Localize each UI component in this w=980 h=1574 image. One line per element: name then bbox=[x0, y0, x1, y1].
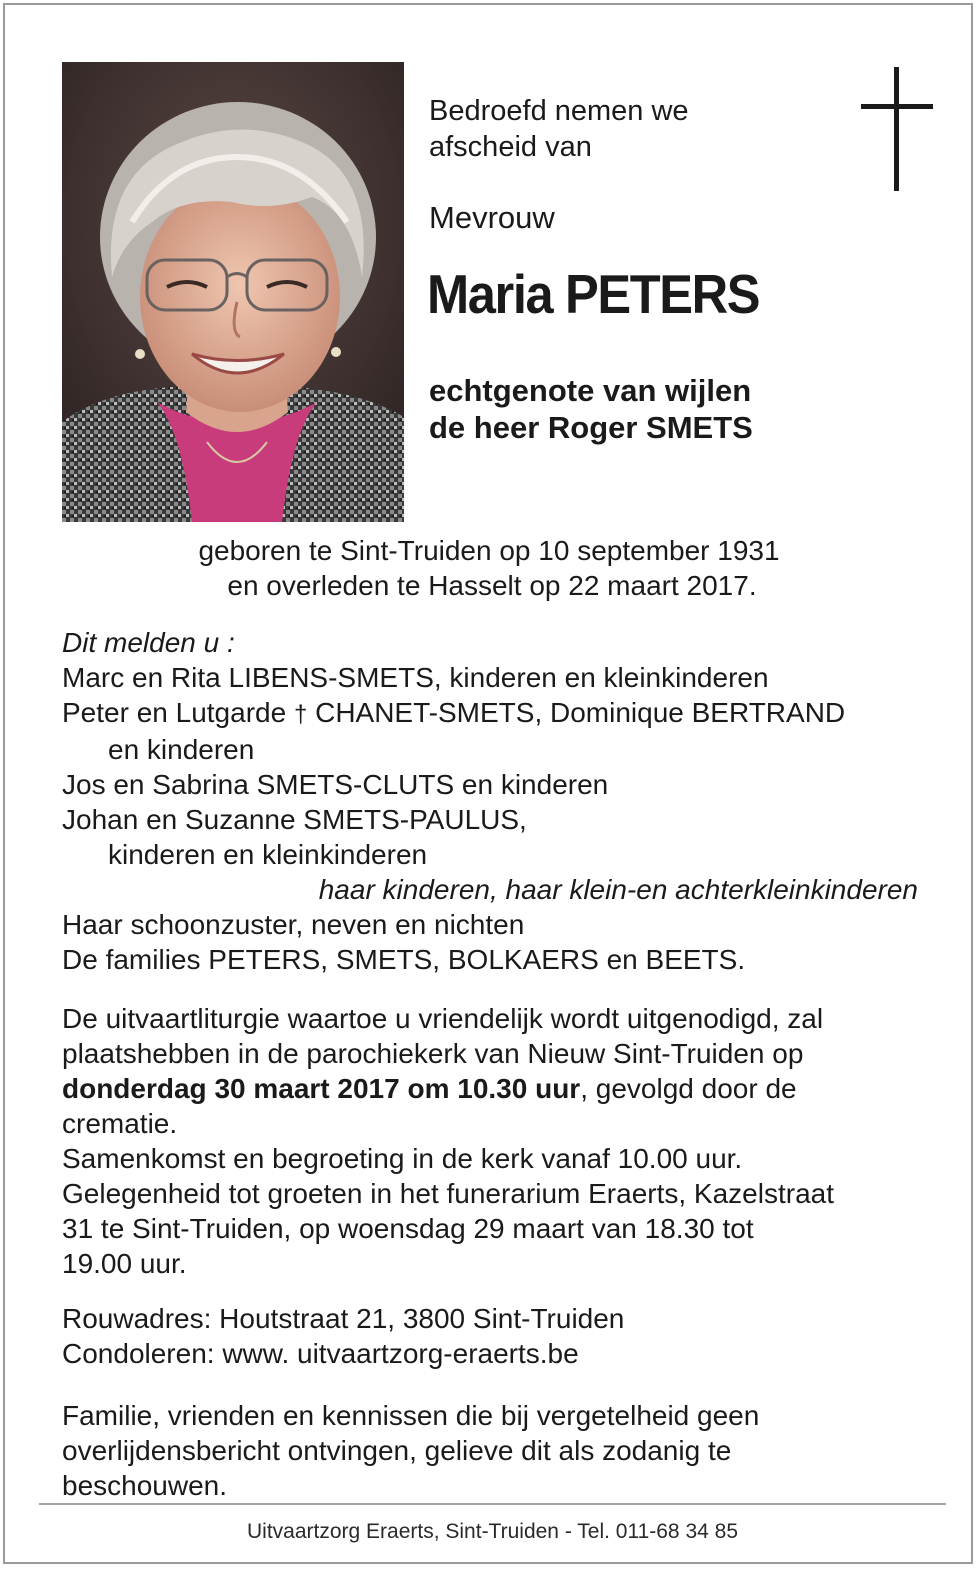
family-line: Johan en Suzanne SMETS-PAULUS, bbox=[62, 804, 527, 835]
life-dates bbox=[62, 533, 922, 603]
family-line-part: Peter en Lutgarde bbox=[62, 697, 287, 728]
family-line: Jos en Sabrina SMETS-CLUTS en kinderen bbox=[62, 769, 609, 800]
funeral-datetime: donderdag 30 maart 2017 om 10.30 uur bbox=[62, 1073, 581, 1104]
family-line: Haar schoonzuster, neven en nichten bbox=[62, 909, 525, 940]
funeral-line-part: , gevolgd door de bbox=[580, 1073, 797, 1104]
notice-line: overlijdensbericht ontvingen, gelieve dit als zodanig te bbox=[62, 1435, 732, 1466]
family-intro: Dit melden u : bbox=[62, 627, 235, 658]
funeral-line: Samenkomst en begroeting in de kerk vanaf 10.00 uur. bbox=[62, 1143, 743, 1174]
deceased-name: Maria PETERS bbox=[427, 263, 760, 325]
funeral-line: crematie. bbox=[62, 1108, 178, 1139]
spouse-line-1: echtgenote van wijlen bbox=[429, 373, 752, 408]
intro-text bbox=[429, 93, 809, 165]
funeral-details bbox=[62, 1001, 922, 1281]
family-line: kinderen en kleinkinderen bbox=[108, 839, 428, 870]
notice-text bbox=[62, 1398, 922, 1503]
funeral-line: 19.00 uur. bbox=[62, 1248, 187, 1279]
family-line-part: CHANET-SMETS, Dominique BERTRAND bbox=[315, 697, 846, 728]
mourning-address: Rouwadres: Houtstraat 21, 3800 Sint-Truiden bbox=[62, 1303, 625, 1334]
cross-icon bbox=[861, 67, 933, 191]
condolence-website[interactable]: Condoleren: www. uitvaartzorg-eraerts.be bbox=[62, 1338, 579, 1369]
intro-line-2: afscheid van bbox=[429, 131, 592, 163]
intro-line-1: Bedroefd nemen we bbox=[429, 95, 689, 127]
funeral-line bbox=[62, 1071, 922, 1106]
spouse-line-2: de heer Roger SMETS bbox=[429, 410, 753, 445]
obituary-card bbox=[3, 3, 973, 1564]
honorific: Mevrouw bbox=[429, 200, 555, 235]
address-block bbox=[62, 1301, 922, 1371]
footer-divider bbox=[39, 1503, 946, 1505]
funeral-line: 31 te Sint-Truiden, op woensdag 29 maart van 18.30 tot bbox=[62, 1213, 754, 1244]
family-list bbox=[62, 625, 932, 977]
dagger-icon: † bbox=[293, 701, 308, 728]
family-line: De families PETERS, SMETS, BOLKAERS en BEETS. bbox=[62, 944, 746, 975]
notice-line: Familie, vrienden en kennissen die bij vergetelheid geen bbox=[62, 1400, 760, 1431]
funeral-line: De uitvaartliturgie waartoe u vriendelijk wordt uitgenodigd, zal bbox=[62, 1003, 824, 1034]
funeral-line: plaatshebben in de parochiekerk van Nieuw Sint-Truiden op bbox=[62, 1038, 804, 1069]
notice-line: beschouwen. bbox=[62, 1470, 228, 1501]
family-line: Marc en Rita LIBENS-SMETS, kinderen en kleinkinderen bbox=[62, 662, 769, 693]
funeral-line: Gelegenheid tot groeten in het funerarium Eraerts, Kazelstraat bbox=[62, 1178, 834, 1209]
portrait-photo bbox=[62, 62, 404, 522]
family-line: haar kinderen, haar klein-en achterkleinkinderen bbox=[318, 874, 918, 905]
spouse-info bbox=[429, 372, 753, 446]
family-line bbox=[62, 695, 932, 732]
footer-text: Uitvaartzorg Eraerts, Sint-Truiden - Tel. 011-68 34 85 bbox=[246, 1520, 738, 1543]
birth-date: geboren te Sint-Truiden op 10 september 1931 bbox=[198, 535, 780, 566]
family-line: en kinderen bbox=[108, 734, 255, 765]
death-date: en overleden te Hasselt op 22 maart 2017. bbox=[227, 570, 757, 601]
